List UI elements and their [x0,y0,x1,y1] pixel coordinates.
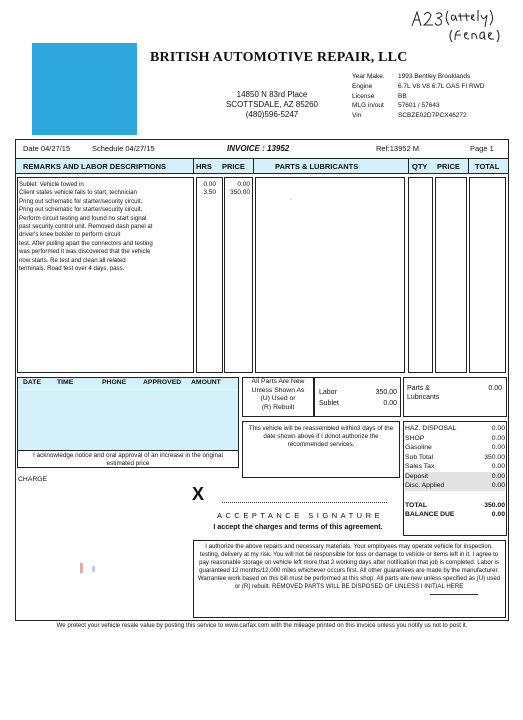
pay-col-amount: AMOUNT [191,379,221,386]
vehicle-value: SCBZE02D7PCX46272 [398,112,467,120]
balance-due-value: 0.00 [491,511,505,518]
vehicle-row [352,101,484,111]
remark-line: now starts. Re test and clean all related [19,256,126,264]
parts-notice [242,377,314,417]
remark-line: Perform circuit testing and found no start signal [19,214,147,222]
ref-number: Ref:13952 M [376,144,419,153]
vehicle-value: 57601 / 57643 [398,102,440,110]
charge-label: CHARGE [18,476,48,483]
total-label: Disc. Applied [405,482,445,489]
acceptance-subtitle: I accept the charges and terms of this agreement. [213,522,383,531]
parts-notice-line: All Parts Are New [251,378,305,385]
balance-due-row [405,510,505,520]
balance-due-label: BALANCE DUE [405,511,455,518]
handwritten-note [408,6,523,46]
labor-summary-row [319,387,397,398]
total-box [469,177,506,373]
hrs-box [196,177,223,373]
divider [253,158,254,174]
labor-label: Labor [319,389,337,396]
col-parts-price: PRICE [437,162,460,171]
total-value: 0.00 [491,482,505,489]
spacer [405,491,505,501]
remark-line: Sublet: Vehicle towed in [19,181,84,188]
total-row [405,443,505,453]
pay-col-time: TIME [57,379,74,386]
remark-line: Client states vehicle fails to start, technician [19,189,137,197]
grand-total-row [405,501,505,511]
remark-line: Pring out schematic for starter/security circuit. [19,197,143,205]
total-label: Sub Total [405,453,434,461]
vehicle-row [352,92,484,102]
stray-mark [92,566,95,572]
authorization-text: I authorize the above repairs and necessary materials. Your employees may operate vehicle for inspection, testing, delivery at my risk. You will not be responsible for loss or damage to vehicle or items left in it. I agree to pay reasonable storage on vehicle left more that 2 working days after notification that job is completed. Labor is guaranteed 12 months/12,000 miles whichever occurs first. All other guarantees are made by the manufacturer. Warrantee work based on this bill must be performed at this shop. All parts are new unless specified as (U) used or (R) rebuilt. REMOVED PARTS WILL BE DISPOSED OF UNLESS I INITIAL HERE [197,543,501,590]
qty-box [408,177,433,373]
labor-hrs: 0.00 [203,181,216,188]
total-row [405,424,505,434]
labor-price: 0.00 [237,181,250,188]
labor-value: 350.00 [375,389,397,396]
total-label: Gasoline [405,444,432,451]
divider [17,450,239,451]
col-remarks: REMARKS AND LABOR DESCRIPTIONS [23,162,167,171]
labor-summary [314,377,401,417]
pay-col-date: DATE [23,379,41,386]
total-value: 0.00 [491,425,505,432]
logo-block [32,43,137,135]
invoice-date: Date 04/27/15 [23,144,71,153]
vehicle-row [352,82,484,92]
hrs-values [197,181,216,198]
divider [193,158,194,174]
col-price: PRICE [222,162,245,171]
total-label: Sales Tax [405,463,435,470]
total-label: HAZ. DISPOSAL [405,425,457,432]
vehicle-label: Year Make. [352,73,385,80]
payments-body [18,390,238,450]
total-row [405,453,505,463]
remark-line: Pring out schematic for starter/security circuit. [19,206,143,214]
col-parts: PARTS & LUBRICANTS [275,162,359,171]
remark-line: driver's knee bolster to perform circuit [19,231,121,239]
grand-total-label: TOTAL [405,501,428,509]
col-total: TOTAL [475,162,500,171]
remark-line: terminals. Road test over 4 days. pass. [19,265,125,273]
pay-col-approved: APPROVED [143,379,182,386]
signature-x-mark: X [192,484,205,504]
parts-summary-row [407,385,502,402]
vehicle-info [352,72,484,121]
remark-line: was performed it was discovered that the vehicle [19,248,151,256]
total-value: 0.00 [491,444,505,451]
initial-line[interactable] [430,594,478,595]
stray-mark [80,563,83,573]
col-hrs: HRS [196,162,212,171]
vehicle-value: BB [398,92,407,100]
invoice-header-row [16,140,508,158]
total-row [405,472,505,482]
shop-phone: (480)596-5247 [245,110,299,119]
price-values [224,181,250,198]
parts-summary-value: 0.00 [488,385,502,392]
divider [408,158,409,174]
labor-price: 350.00 [230,189,250,197]
vehicle-value: 1993 Bentley Brooklands [398,73,471,80]
pay-col-phone: PHONE [102,379,127,386]
address-line-2: SCOTTSDALE, AZ 85260 [225,100,319,109]
labor-hrs: 3.50 [203,189,216,197]
acknowledge-text: I acknowledge notice and oral approval of an increase in the original estimated price [33,452,223,467]
total-row [405,481,505,491]
total-value: 0.00 [491,434,505,442]
parts-notice-line: (U) Used or [260,395,296,402]
address-line-1: 14850 N 83rd Place [236,90,308,99]
vehicle-label: Engine [352,82,373,90]
acceptance-title: ACCEPTANCE SIGNATURE [217,511,383,520]
price-box [224,177,253,373]
reassemble-notice: This vehicle will be reassembled within3 days of the date shown above if I donot authorize the recommended services. [242,421,400,478]
footer-note: We protect your vehicle resale value by posting this service to www.carfax.com with the mileage printed on this invoice unless you notify us not to post it. [56,622,468,629]
shop-name: BRITISH AUTOMOTIVE REPAIR, LLC [150,50,408,65]
vehicle-label: MLG in/out [352,102,384,110]
parts-box [255,177,405,373]
vehicle-row [352,111,484,121]
page-number: Page 1 [470,144,494,153]
shop-address [222,90,322,120]
parts-summary [403,377,507,417]
total-value: 350.00 [484,453,505,461]
total-label: Deposit [405,472,429,480]
remarks-text [19,181,199,273]
sublet-value: 0.00 [383,400,397,407]
stray-mark: · [290,197,292,203]
remark-line: past security control unit. Removed dash panel at [19,223,153,231]
column-header-band [16,158,508,174]
vehicle-row [352,72,484,82]
vehicle-label: License [352,92,375,100]
parts-price-box [435,177,467,373]
handwritten-scribble-icon [408,6,523,46]
vehicle-value: 6.7L V8 V8 6.7L GAS FI RWD [398,82,485,90]
vehicle-label: Vin [352,112,362,120]
parts-summary-label: Parts & Lubricants [407,385,440,401]
col-qty: QTY [412,162,428,171]
total-row [405,434,505,444]
payments-header [19,378,240,390]
sublet-label: Sublet [319,400,339,407]
signature-line[interactable] [222,502,387,503]
total-value: 0.00 [491,463,505,470]
parts-notice-line: Unless Shown As [251,386,305,394]
divider [468,158,469,174]
invoice-number: INVOICE : 13952 [227,144,290,153]
total-row [405,462,505,472]
totals-list [405,424,505,520]
schedule-date: Schedule 04/27/15 [92,144,155,153]
remark-line: test. After pulling apart the connectors and testing [19,239,153,247]
parts-notice-line: (R) Rebuilt [261,403,295,411]
total-value: 0.00 [491,472,505,480]
labor-summary-row [319,398,397,409]
total-label: SHOP [405,434,425,442]
grand-total-value: 350.00 [484,501,505,509]
